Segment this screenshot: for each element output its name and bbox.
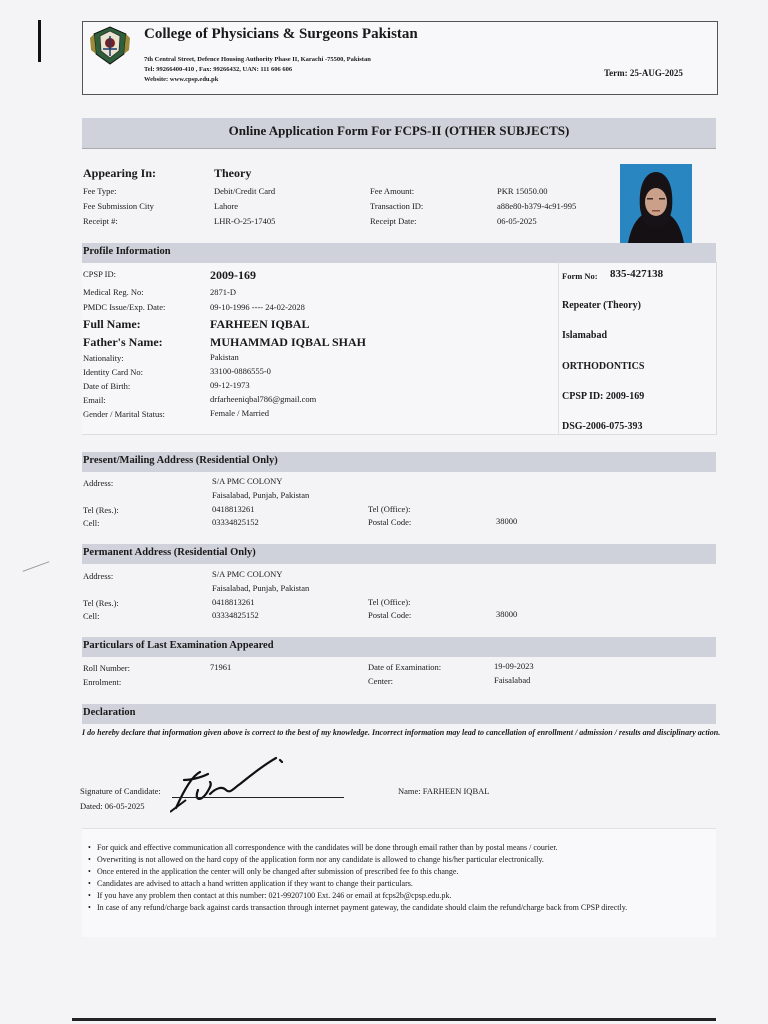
profile-section-band [82,243,716,263]
signature-image [170,750,300,816]
cpsp-crest-logo [88,24,132,66]
exam-date-label: Date of Examination: [368,662,442,672]
permanent-cell-value: 03334825152 [212,610,259,620]
fee-type-label: Fee Type: [83,186,117,196]
permanent-tel-res-value: 0418813261 [212,597,255,607]
note-item: • In case of any refund/charge back against cards transaction through internet payment gateway, the candidate should claim the refund/charge back from CPSP directly. [88,902,713,914]
cpsp-id-value: 2009-169 [210,268,256,282]
last-exam-title: Particulars of Last Examination Appeared [83,640,274,651]
dob-value: 09-12-1973 [210,380,250,390]
present-tel-res-label: Tel (Res.): [83,505,119,515]
college-address [144,55,371,85]
note-item: • Candidates are advised to attach a hand written application if they want to change their particulars. [88,878,713,890]
present-tel-res-value: 0418813261 [212,504,255,514]
note-item: • Once entered in the application the center will only be changed after submission of prescribed fee fo this change. [88,866,713,878]
roll-number-value: 71961 [210,662,232,672]
medical-reg-label: Medical Reg. No: [83,287,144,297]
receipt-value: LHR-O-25-17405 [214,216,276,226]
present-address-line1: S/A PMC COLONY [212,476,283,486]
pmdc-label: PMDC Issue/Exp. Date: [83,302,166,312]
appearing-in-label: Appearing In: [83,166,157,180]
receipt-label: Receipt #: [83,216,118,226]
full-name-label: Full Name: [83,317,141,331]
profile-box [82,262,717,435]
transaction-id-label: Transaction ID: [370,201,424,211]
permanent-address-line1: S/A PMC COLONY [212,569,283,579]
cpsp-id-label: CPSP ID: [83,269,116,279]
phone-line: Tel: 99266400-410 , Fax: 99266432, UAN: 111 606 606 [144,66,293,73]
candidate-name: Name: FARHEEN IQBAL [398,786,490,796]
nationality-label: Nationality: [83,353,124,363]
roll-number-label: Roll Number: [83,663,130,673]
receipt-date-label: Receipt Date: [370,216,417,226]
medical-reg-value: 2871-D [210,287,236,297]
profile-section-title: Profile Information [83,246,171,257]
present-cell-value: 03334825152 [212,517,259,527]
permanent-postal-value: 38000 [496,609,518,619]
full-name-value: FARHEEN IQBAL [210,317,310,331]
permanent-tel-res-label: Tel (Res.): [83,598,119,608]
present-postal-label: Postal Code: [368,517,412,527]
fee-type-value: Debit/Credit Card [214,186,276,196]
pmdc-value: 09-10-1996 ---- 24-02-2028 [210,302,305,312]
page-bottom-rule [72,1018,716,1021]
note-item: • For quick and effective communication all correspondence with the candidates will be done through email rather than by postal means / courier. [88,842,713,854]
present-cell-label: Cell: [83,518,100,528]
nationality-value: Pakistan [210,352,239,362]
fee-amount-label: Fee Amount: [370,186,415,196]
dob-label: Date of Birth: [83,381,131,391]
fee-amount-value: PKR 15050.00 [497,186,548,196]
declaration-title: Declaration [83,707,136,718]
email-label: Email: [83,395,106,405]
exam-date-value: 19-09-2023 [494,661,534,671]
stray-mark [23,561,50,572]
fee-city-label: Fee Submission City [83,201,154,211]
permanent-address-line2: Faisalabad, Punjab, Pakistan [212,583,310,593]
present-address-line2: Faisalabad, Punjab, Pakistan [212,490,310,500]
permanent-address-label: Address: [83,571,114,581]
cpsp-id-side: CPSP ID: 2009-169 [562,391,645,402]
transaction-id-value: a88e80-b379-4c91-995 [497,201,577,211]
note-item: • If you have any problem then contact at this number: 021-99207100 Ext. 246 or email at fcps2b@cpsp.edu.pk. [88,890,713,902]
repeater-status: Repeater (Theory) [562,300,641,311]
signature-label: Signature of Candidate: [80,786,161,796]
permanent-tel-office-label: Tel (Office): [368,597,411,607]
exam-center-label: Center: [368,676,394,686]
college-name: College of Physicians & Surgeons Pakistan [144,26,418,42]
permanent-postal-label: Postal Code: [368,610,412,620]
permanent-cell-label: Cell: [83,611,100,621]
exam-center: Islamabad [562,330,608,341]
declaration-text: I do hereby declare that information given above is correct to the best of my knowledge. Incorrect information may lead to cancellation of enrollment / admission / results and disciplinary action. [82,728,721,737]
fee-city-value: Lahore [214,201,239,211]
appearing-in-value: Theory [214,166,252,180]
form-title: Online Application Form For FCPS-II (OTHER SUBJECTS) [228,123,570,138]
signature-line [172,797,344,798]
permanent-address-title: Permanent Address (Residential Only) [83,547,256,558]
gender-label: Gender / Marital Status: [83,409,165,419]
form-no-label: Form No: [562,271,598,281]
email-value: drfarheeniqbal786@gmail.com [210,394,317,404]
present-postal-value: 38000 [496,516,518,526]
gender-value: Female / Married [210,408,270,418]
father-name-label: Father's Name: [83,335,163,349]
identity-card-label: Identity Card No: [83,367,143,377]
website-line: Website: www.cpsp.edu.pk [144,76,219,83]
signature-date: Dated: 06-05-2025 [80,801,145,811]
specialty: ORTHODONTICS [562,361,645,372]
term-date: Term: 25-AUG-2025 [604,68,683,78]
identity-card-value: 33100-0886555-0 [210,366,271,376]
notes-list [88,842,713,914]
exam-center-value: Faisalabad [494,675,531,685]
receipt-date-value: 06-05-2025 [497,216,537,226]
present-address-label: Address: [83,478,114,488]
form-no-value: 835-427138 [610,268,664,280]
father-name-value: MUHAMMAD IQBAL SHAH [210,335,366,349]
declaration-band [82,704,716,724]
margin-mark [38,20,41,62]
note-item: • Overwriting is not allowed on the hard copy of the application form nor any candidate is allowed to change his/her particular electronically. [88,854,713,866]
address-line: 7th Central Street, Defence Housing Authority Phase II, Karachi -75500, Pakistan [144,56,371,63]
profile-divider [558,262,559,434]
enrolment-label: Enrolment: [83,677,122,687]
dsg-number: DSG-2006-075-393 [562,421,643,432]
present-address-title: Present/Mailing Address (Residential Only) [83,455,278,466]
present-tel-office-label: Tel (Office): [368,504,411,514]
